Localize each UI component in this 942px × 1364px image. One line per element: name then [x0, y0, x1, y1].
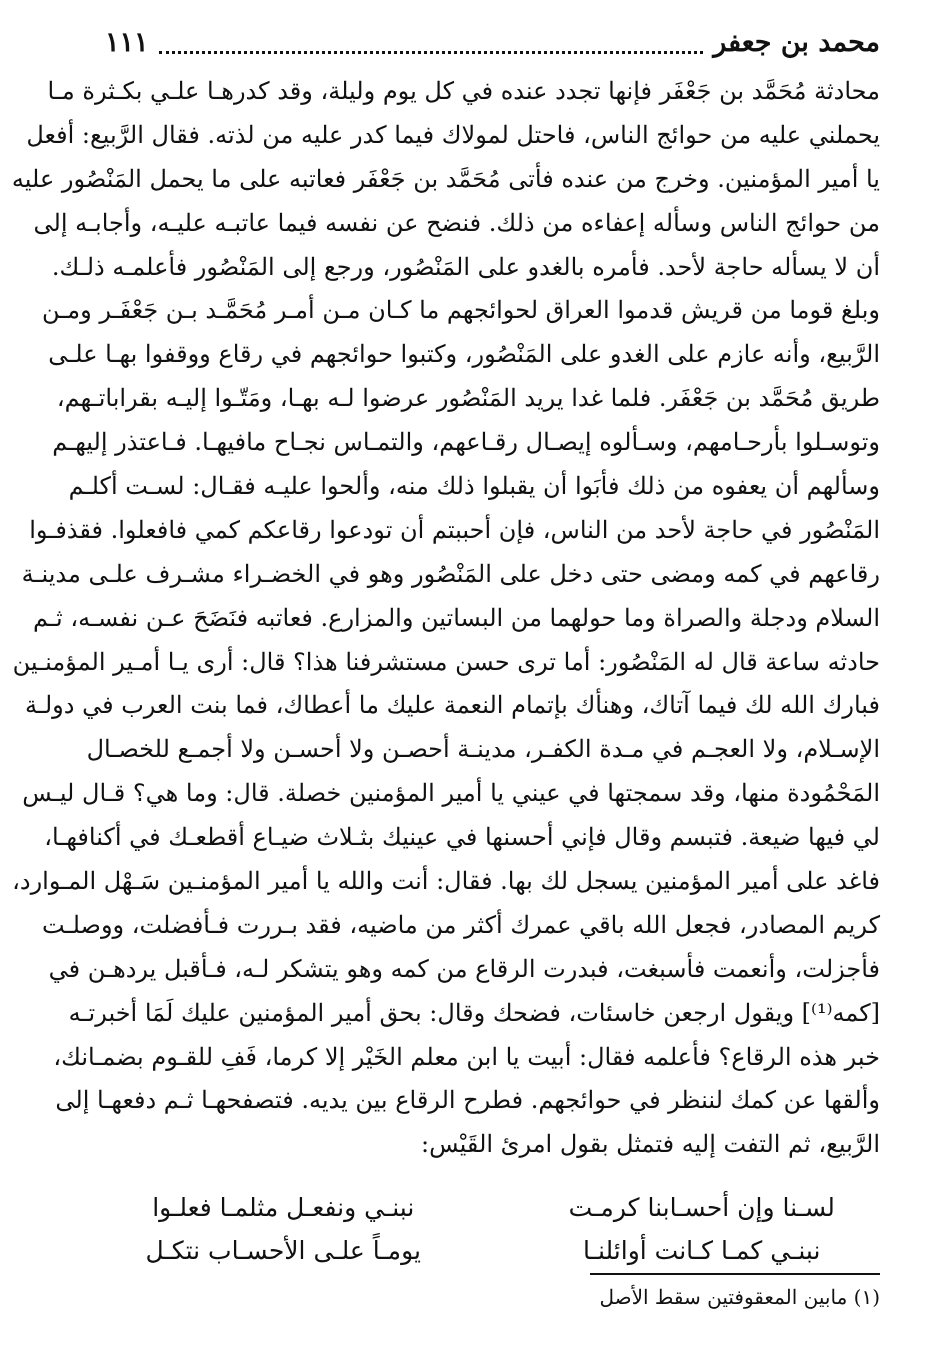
text-line: الرَّبيع، ثم التفت إليه فتمثل بقول امرئ القَيْس: — [421, 1130, 880, 1159]
verse-first-hemistich: نبنـي كمـا كـانت أوائلنـا — [583, 1236, 821, 1265]
verse-first-hemistich: لسـنا وإن أحسـابنا كرمـت — [568, 1193, 835, 1222]
text-line: [كمه⁽¹⁾] ويقول ارجعن خاسئات، فضحك وقال: بحق أمير المؤمنين عليك لَمَا أخبرتـه — [68, 998, 880, 1027]
poem-verse — [105, 1229, 880, 1272]
header-leader-dots — [159, 31, 704, 54]
text-line: المَحْمُودة منها، وقد سمجتها في عيني يا أمير المؤمنين خصلة. قال: وما هي؟ قـال ليـس — [22, 779, 880, 808]
text-line: وسألهم أن يعفوه من ذلك فأبَوا أن يقبلوا ذلك منه، وألحوا عليـه فقـال: لسـت أكلـم — [68, 472, 880, 501]
text-line: طريق مُحَمَّد بن جَعْفَر. فلما غدا يريد المَنْصُور عرضوا لـه بهـا، ومَتّـوا إليـه بقراباتـهم، — [56, 384, 880, 413]
text-line: الرَّبيع، وأنه عازم على الغدو على المَنْصُور، وكتبوا حوائجهم في رقاع ووقفوا بهـا علـى — [48, 340, 880, 369]
text-line: أن لا يسأله حاجة لأحد. فأمره بالغدو على المَنْصُور، ورجع إلى المَنْصُور فأعلمـه ذلـك. — [51, 252, 880, 281]
text-line: لي فيها ضيعة. فتبسم وقال فإني أحسنها في عينيك بثـلاث ضيـاع أقطعـك في أكنافهـا، — [44, 823, 880, 852]
verse-second-hemistich: نبنـي ونفعـل مثلمـا فعلـوا — [152, 1193, 415, 1222]
running-header — [105, 22, 880, 62]
text-line: حادثه ساعة قال له المَنْصُور: أما ترى حسن مستشرفنا هذا؟ قال: أرى يـا أمـير المؤمنـين — [12, 647, 880, 676]
body-text — [11, 70, 880, 1167]
text-line: وتوسـلوا بأرحـامهم، وسـألوه إيصـال رقـاعهم، والتمـاس نجـاح مافيهـا. فـاعتذر إليهـم — [52, 428, 880, 457]
footnote: (١) مابين المعقوفتين سقط الأصل — [599, 1285, 880, 1309]
text-line: كريم المصادر، فجعل الله باقي عمرك أكثر من ماضيه، فقد بـررت فـأفضلت، ووصلـت — [42, 910, 880, 939]
text-line: يحملني عليه من حوائج الناس، فاحتل لمولاك فيما كدر عليه من لذته. فقال الرَّبيع: أفعل — [26, 120, 880, 149]
text-line: وألقها عن كمك لننظر في حوائجهم. فطرح الرقاع بين يديه. فتصفحهـا ثـم دفعهـا إلى — [55, 1086, 880, 1115]
text-line: يا أمير المؤمنين. وخرج من عنده فأتى مُحَمَّد بن جَعْفَر فعاتبه على ما يحمل المَنْصُور عليه — [11, 164, 880, 193]
text-line: وبلغ قوما من قريش قدموا العراق لحوائجهم ما كـان مـن أمـر مُحَمَّـد بـن جَعْفَـر ومـن — [41, 296, 880, 325]
text-line: محادثة مُحَمَّد بن جَعْفَر فإنها تجدد عنده في كل يوم وليلة، وقد كدرهـا علـي بكـثرة مـا — [47, 77, 880, 105]
text-line: السلام ودجلة والصراة وما حولهما من البساتين والمزارع. فعاتبه فنَضَحَ عـن نفسـه، ثـم — [33, 603, 880, 632]
text-line: فأجزلت، وأنعمت فأسبغت، فبدرت الرقاع من كمه وهو يتشكر لـه، فـأقبل يردهـن في — [48, 954, 880, 983]
text-line: فاغد على أمير المؤمنين يسجل لك بها. فقال: أنت والله يا أمير المؤمنـين سَـهْل المـوارد، — [12, 867, 880, 896]
text-line: الإسـلام، ولا العجـم في مـدة الكفـر، مدينـة أحصـن ولا أحسـن ولا أجمـع للخصـال — [86, 735, 880, 764]
text-line: رقاعهم في كمه ومضى حتى دخل على المَنْصُور وهو في الخضـراء مشـرف علـى مدينـة — [21, 559, 880, 588]
text-line: من حوائج الناس وسأله إعفاءه من ذلك. فنضح عن نفسه فيما عاتبـه عليـه، وأجابـه إلى — [33, 208, 880, 237]
poem — [105, 1186, 880, 1272]
verse-second-hemistich: يومـاً علـى الأحسـاب نتكـل — [145, 1236, 421, 1265]
text-line: خبر هذه الرقاع؟ فأعلمه فقال: أبيت يا ابن معلم الخَيْر إلا كرما، فَفِ للقـوم بضمـانك، — [53, 1042, 880, 1071]
chapter-title: محمد بن جعفر — [713, 26, 880, 58]
text-line: فبارك الله لك فيما آتاك، وهنأك بإتمام النعمة عليك ما أعطاك، فما بنت العرب في دولـة — [24, 691, 880, 720]
text-line: المَنْصُور في حاجة لأحد من الناس، فإن أحببتم أن تودعوا رقاعكم كمي فافعلوا. فقذفـوا — [29, 515, 880, 544]
footnote-divider — [590, 1273, 880, 1275]
page-number: ١١١ — [105, 26, 149, 58]
poem-verse — [105, 1186, 880, 1229]
